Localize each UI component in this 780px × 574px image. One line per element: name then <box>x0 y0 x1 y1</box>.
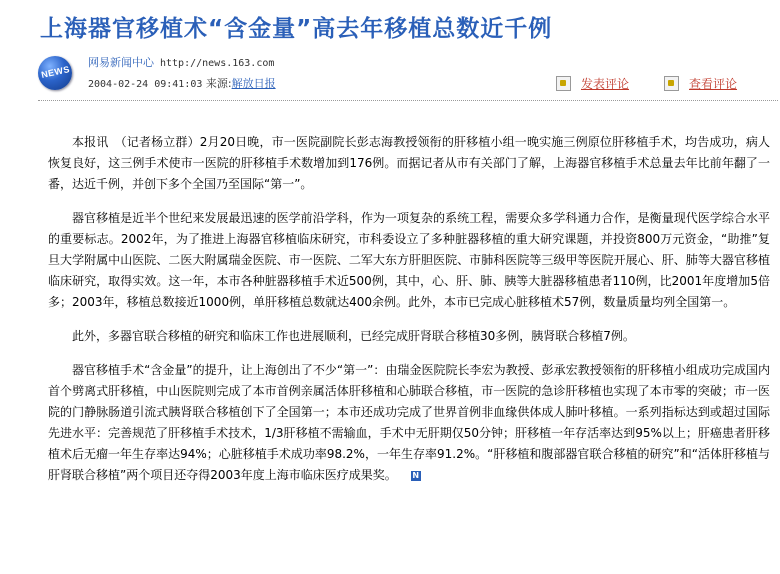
publish-timestamp: 2004-02-24 09:41:03 <box>88 79 203 90</box>
source-link[interactable]: 解放日报 <box>231 77 276 90</box>
view-comment-label: 查看评论 <box>689 77 738 91</box>
post-comment-button[interactable] <box>556 75 629 92</box>
article-body <box>48 132 770 497</box>
post-comment-label: 发表评论 <box>581 77 630 91</box>
article-paragraph: 此外，多器官联合移植的研究和临床工作也进展顺利，已经完成肝肾联合移植30多例，胰肾联合移植7例。 <box>72 329 635 343</box>
article-title: 上海器官移植术“含金量”高去年移植总数近千例 <box>40 16 553 42</box>
news-logo-icon: NEWS <box>38 56 72 90</box>
article-paragraph <box>48 360 770 486</box>
source-site-line <box>88 54 274 70</box>
article-paragraph: 本报讯 （记者杨立群）2月20日晚，市一医院副院长彭志海教授领衔的肝移植小组一晚实施三例原位肝移植手术，均告成功，病人恢复良好，这三例手术使市一医院的肝移植手术数增加到176例。而据记者从市有关部门了解，上海器官移植手术总量去年比前年翻了一番，达近千例，并创下多个全国乃至国际“第一”。 <box>48 135 770 191</box>
comment-icon <box>556 76 571 91</box>
article-paragraph-text: 器官移植手术“含金量”的提升，让上海创出了不少“第一”：由瑞金医院院长李宏为教授、彭承宏教授领衔的肝移植小组成功完成国内首个劈离式肝移植，中山医院则完成了本市首例亲属活体肝移植和心肺联合移植，市一医院的急诊肝移植也实现了本市零的突破；市一医院的门静脉肠道引流式胰肾联合移植创下了全国第一；本市还成功完成了世界首例非血缘供体成人肺叶移植。一系列指标达到或超过国际先进水平：完善规范了肝移植手术技术，1/3肝移植不需输血，手术中无肝期仅50分钟；肝移植一年存活率达到95%以上；肝癌患者肝移植术后无瘤一年生存率达94%；心脏移植手术成功率98.2%，一年生存率91.2%。“肝移植和腹部器官联合移植的研究”和“活体肝移植与肝肾联合移植”两个项目还夺得2003年度上海市临床医疗成果奖。 <box>48 363 770 482</box>
source-label: 来源: <box>205 77 232 90</box>
view-comment-button[interactable] <box>664 75 737 92</box>
article-paragraph: 器官移植是近半个世纪来发展最迅速的医学前沿学科，作为一项复杂的系统工程，需要众多学科通力合作，是衡量现代医学综合水平的重要标志。2002年，为了推进上海器官移植临床研究，市科委设立了多种脏器移植的重大研究课题，并投资800万元资金，“助推”复旦大学附属中山医院、二医大附属瑞金医院、市一医院、二军大东方肝胆医院、市肺科医院等三级甲等医院开展心、肝、肺等大器官移植临床研究，取得实效。这一年，本市各种脏器移植手术近500例，其中，心、肝、肺、胰等大脏器移植患者110例，比2001年度增加5倍多；2003年，移植总数接近1000例，单肝移植总数就达400余例。此外，本市已完成心脏移植术57例，数量质量均列全国第一。 <box>48 211 770 309</box>
comment-icon <box>664 76 679 91</box>
end-mark-icon: N <box>412 470 420 480</box>
site-url: http://news.163.com <box>160 58 275 69</box>
publish-info <box>88 75 276 91</box>
header-divider <box>38 100 778 102</box>
site-name: 网易新闻中心 <box>88 56 154 69</box>
